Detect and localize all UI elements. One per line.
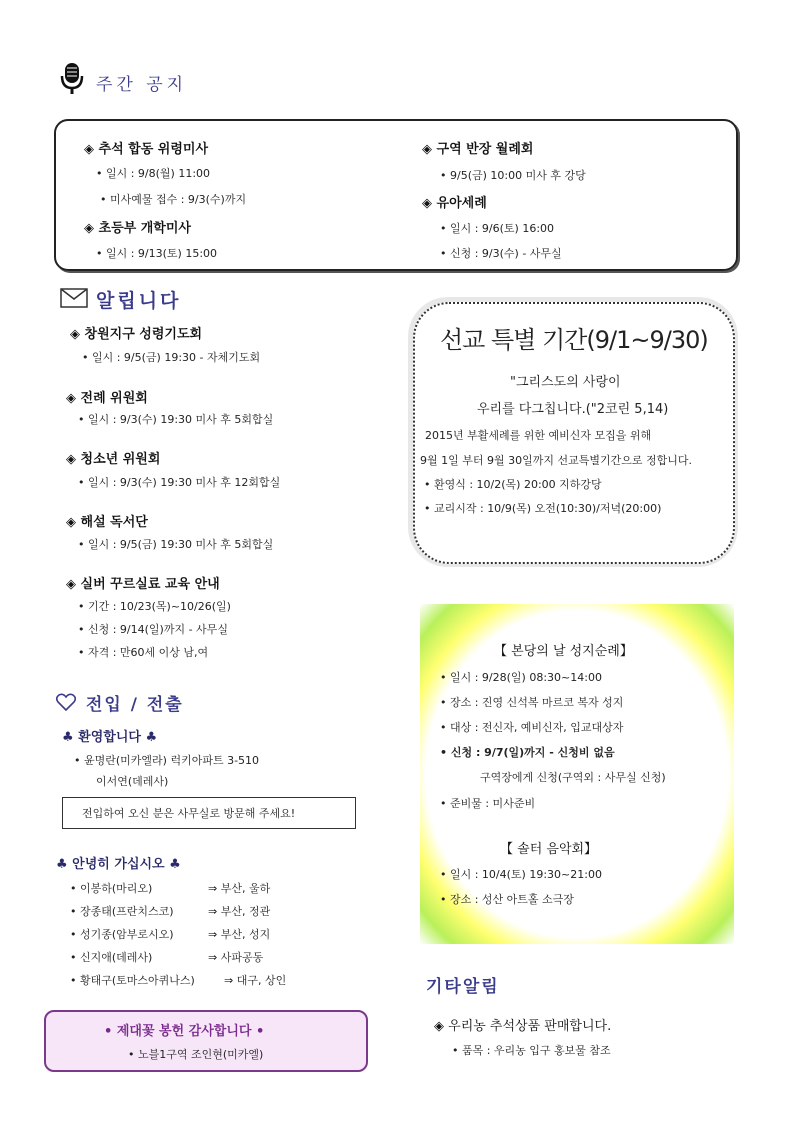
welcome-line-1: • 윤명란(미카엘라) 럭키아파트 3-510 — [74, 754, 260, 767]
announce-head-5: ◈ 실버 꾸르실료 교육 안내 — [66, 577, 220, 592]
weekly-left-line-1-1: • 일시 : 9/8(월) 11:00 — [96, 167, 211, 180]
weekly-title: 주간 공지 — [96, 75, 188, 95]
weekly-left-head-2: ◈ 초등부 개학미사 — [84, 221, 191, 236]
weekly-left-line-1-2: • 미사예물 접수 : 9/3(수)까지 — [100, 193, 247, 206]
leaving-dest-3: ⇒ 부산, 성지 — [208, 928, 271, 941]
leaving-name-4: • 신지애(데레사) — [70, 951, 153, 964]
weekly-right-line-2-1: • 일시 : 9/6(토) 16:00 — [440, 222, 555, 235]
weekly-right-line-1-1: • 9/5(금) 10:00 미사 후 강당 — [440, 169, 586, 182]
mission-desc-1: 2015년 부활세례를 위한 예비신자 모집을 위해 — [425, 429, 652, 442]
announce-head-3: ◈ 청소년 위원회 — [66, 452, 161, 467]
announce-line-5-2: • 신청 : 9/14(일)까지 - 사무실 — [78, 623, 228, 636]
leaving-name-3: • 성기종(암부로시오) — [70, 928, 174, 941]
etc-line: • 품목 : 우리농 입구 홍보물 참조 — [452, 1044, 611, 1057]
announce-line-3-1: • 일시 : 9/3(수) 19:30 미사 후 12회합실 — [78, 476, 281, 489]
announce-head-1: ◈ 창원지구 성령기도회 — [70, 327, 203, 342]
pilgrimage-line-2: • 장소 : 진영 신석복 마르코 복자 성지 — [440, 696, 624, 709]
pilgrimage-line-4: • 신청 : 9/7(일)까지 - 신청비 없음 — [440, 746, 615, 759]
leaving-name-2: • 장종태(프란치스코) — [70, 905, 174, 918]
etc-title: 기타알림 — [426, 977, 500, 997]
leaving-name-1: • 이봉하(마리오) — [70, 882, 153, 895]
announce-line-5-1: • 기간 : 10/23(목)~10/26(일) — [78, 600, 231, 613]
pilgrimage-title: 【 본당의 날 성지순례】 — [494, 644, 633, 659]
leaving-dest-1: ⇒ 부산, 울하 — [208, 882, 271, 895]
announce-line-2-1: • 일시 : 9/3(수) 19:30 미사 후 5회합실 — [78, 413, 274, 426]
announce-line-5-3: • 자격 : 만60세 이상 남,여 — [78, 646, 209, 659]
thanks-line: • 노블1구역 조인현(미카엘) — [128, 1048, 264, 1061]
notice-text: 전입하여 오신 분은 사무실로 방문해 주세요! — [82, 807, 296, 820]
pilgrimage-line-1: • 일시 : 9/28(일) 08:30~14:00 — [440, 671, 602, 684]
mission-quote-1: "그리스도의 사랑이 — [510, 375, 621, 390]
announce-head-4: ◈ 해설 독서단 — [66, 515, 148, 530]
weekly-right-head-1: ◈ 구역 반장 월례회 — [422, 142, 534, 157]
mission-desc-2: 9월 1일 부터 9월 30일까지 선교특별기간으로 정합니다. — [420, 454, 692, 467]
announce-line-1-1: • 일시 : 9/5(금) 19:30 - 자체기도회 — [82, 351, 261, 364]
mission-title: 선교 특별 기간(9/1~9/30) — [440, 326, 708, 354]
announce-head-2: ◈ 전례 위원회 — [66, 391, 148, 406]
pilgrimage-line-3: • 대상 : 전신자, 예비신자, 입교대상자 — [440, 721, 624, 734]
envelope-icon — [60, 288, 88, 311]
mission-quote-2: 우리를 다그칩니다.("2코린 5,14) — [477, 402, 669, 417]
leaving-dest-5: ⇒ 대구, 상인 — [224, 974, 287, 987]
heart-icon — [56, 693, 76, 714]
welcome-line-2: 이서연(데레사) — [96, 775, 169, 788]
pilgrimage-line-6: • 준비물 : 미사준비 — [440, 797, 536, 810]
concert-line-1: • 일시 : 10/4(토) 19:30~21:00 — [440, 868, 602, 881]
leaving-dest-2: ⇒ 부산, 정관 — [208, 905, 271, 918]
thanks-title: • 제대꽃 봉헌 감사합니다 • — [104, 1024, 265, 1039]
concert-line-2: • 장소 : 성산 아트홀 소극장 — [440, 893, 574, 906]
microphone-icon — [60, 62, 84, 96]
announce-line-4-1: • 일시 : 9/5(금) 19:30 미사 후 5회합실 — [78, 538, 274, 551]
weekly-right-line-2-2: • 신청 : 9/3(수) - 사무실 — [440, 247, 562, 260]
leaving-name-5: • 황태구(토마스아퀴나스) — [70, 974, 195, 987]
mission-bullet-1: • 환영식 : 10/2(목) 20:00 지하강당 — [424, 478, 602, 491]
etc-head: ◈ 우리농 추석상품 판매합니다. — [434, 1019, 612, 1034]
weekly-right-head-2: ◈ 유아세례 — [422, 196, 487, 211]
leaving-dest-4: ⇒ 사파공동 — [208, 951, 264, 964]
announce-title: 알립니다 — [96, 290, 182, 312]
weekly-left-line-2-1: • 일시 : 9/13(토) 15:00 — [96, 247, 218, 260]
mission-bullet-2: • 교리시작 : 10/9(목) 오전(10:30)/저녁(20:00) — [424, 502, 662, 515]
concert-title: 【 솔터 음악회】 — [500, 842, 598, 857]
farewell-heading: ♣ 안녕히 가십시오 ♣ — [56, 857, 181, 872]
welcome-heading: ♣ 환영합니다 ♣ — [62, 730, 158, 745]
pilgrimage-line-5: 구역장에게 신청(구역외 : 사무실 신청) — [480, 771, 666, 784]
moves-title: 전입 / 전출 — [86, 695, 184, 715]
weekly-left-head-1: ◈ 추석 합동 위령미사 — [84, 142, 209, 157]
